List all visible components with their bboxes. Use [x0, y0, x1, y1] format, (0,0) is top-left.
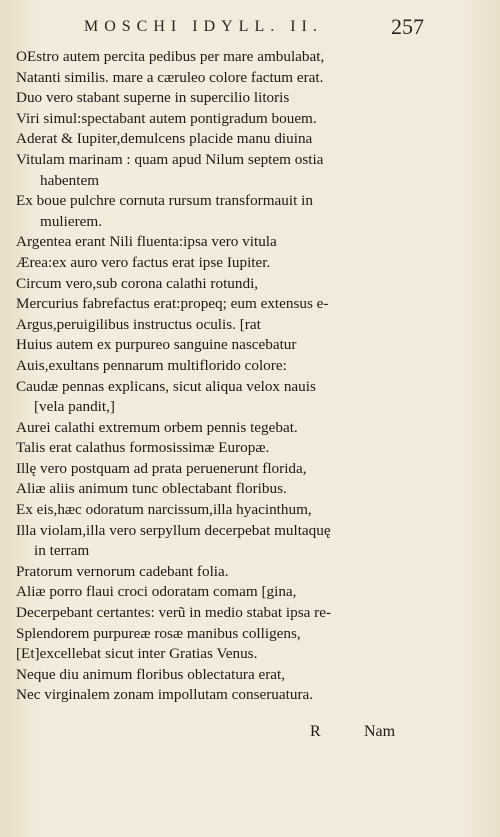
text-line: Illa violam,illa vero serpyllum decerpebat multaquę	[16, 521, 331, 539]
text-line: Pratorum vernorum cadebant folia.	[16, 562, 229, 580]
text-line: habentem	[40, 171, 100, 189]
text-line: Decerpebant certantes: verũ in medio stabat ipsa re-	[16, 604, 331, 622]
signature-mark: R	[310, 723, 321, 740]
text-line: Viri simul:spectabant autem pontigradum bouem.	[16, 109, 317, 127]
text-line: Ex eis,hæc odoratum narcissum,illa hyacinthum,	[16, 501, 312, 519]
catchword: Nam	[364, 723, 396, 740]
text-line: Huius autem ex purpureo sanguine nascebatur	[16, 336, 297, 354]
text-line: Aliæ aliis animum tunc oblectabant floribus.	[16, 480, 287, 498]
page-header	[84, 14, 424, 40]
text-line: Aderat & Iupiter,demulcens placide manu diuina	[16, 130, 313, 148]
text-line: OEstro autem percita pedibus per mare ambulabat,	[16, 48, 325, 65]
text-line: in terram	[34, 542, 90, 560]
text-line: [Et]excellebat sicut inter Gratias Venus.	[16, 645, 258, 663]
page-number: 257	[391, 14, 424, 39]
text-line: Argentea erant Nili fluenta:ipsa vero vitula	[16, 233, 277, 251]
text-line: Ærea:ex auro vero factus erat ipse Iupiter.	[16, 253, 271, 271]
text-line: Natanti similis. mare a cæruleo colore factum erat.	[16, 68, 324, 86]
text-line: Duo vero stabant superne in supercilio litoris	[16, 89, 290, 107]
text-line: Caudæ pennas explicans, sicut aliqua velox nauis	[16, 377, 316, 395]
text-line: Talis erat calathus formosissimæ Europæ.	[16, 439, 270, 457]
text-line: Aliæ porro flaui croci odoratam comam [gina,	[16, 583, 297, 601]
text-line: Argus,peruigilibus instructus oculis. [rat	[16, 315, 261, 333]
text-line: Ex boue pulchre cornuta rursum transformauit in	[16, 192, 313, 210]
text-line: Nec virginalem zonam impollutam conseruatura.	[16, 686, 314, 704]
text-line: Splendorem purpureæ rosæ manibus colligens,	[16, 624, 301, 642]
text-line: mulierem.	[40, 212, 102, 230]
text-line: [vela pandit,]	[34, 398, 115, 416]
text-line: Illę vero postquam ad prata peruenerunt florida,	[16, 459, 307, 477]
text-line: Circum vero,sub corona calathi rotundi,	[16, 274, 259, 292]
text-line: Mercurius fabrefactus erat:propeq; eum extensus e-	[16, 295, 329, 313]
poem-text	[16, 47, 426, 706]
page-footer	[300, 723, 420, 747]
text-line: Auis,exultans pennarum multiflorido colore:	[16, 356, 287, 374]
running-head: MOSCHI IDYLL. II.	[84, 18, 323, 35]
text-line: Vitulam marinam : quam apud Nilum septem ostia	[16, 150, 324, 168]
text-line: Aurei calathi extremum orbem pennis tegebat.	[16, 418, 298, 436]
text-line: Neque diu animum floribus oblectatura erat,	[16, 665, 286, 683]
